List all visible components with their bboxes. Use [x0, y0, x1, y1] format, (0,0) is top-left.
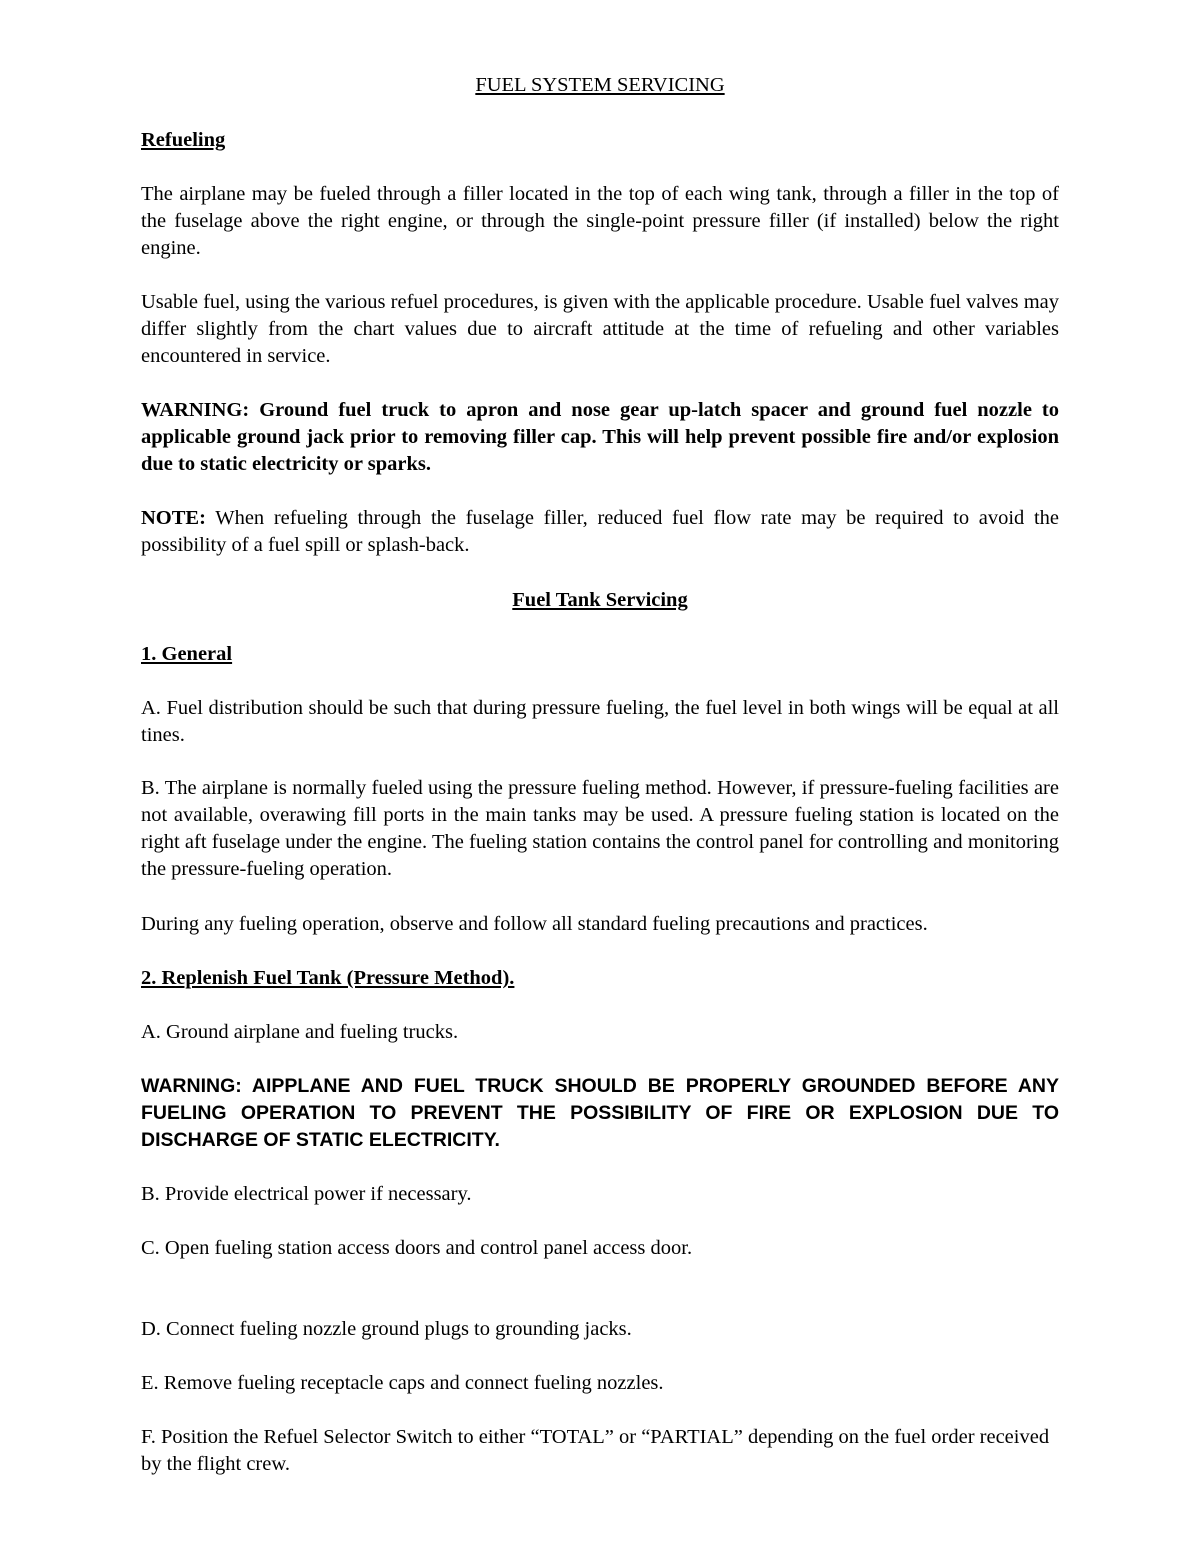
refueling-warning: WARNING: Ground fuel truck to apron and nose gear up-latch spacer and ground fuel nozzle to applicable ground jack prior to removing filler cap. This will help prevent possible fire and/or explosion due to static electricity or sparks. [141, 399, 1059, 475]
grounding-warning: WARNING: AIPPLANE AND FUEL TRUCK SHOULD BE PROPERLY GROUNDED BEFORE ANY FUELING OPERATION TO PREVENT THE POSSIBILITY OF FIRE OR EXPLOSION DUE TO DISCHARGE OF STATIC ELECTRICITY. [141, 1075, 1059, 1151]
general-item-b: B. The airplane is normally fueled using the pressure fueling method. However, if pressure-fueling facilities are not available, overawing fill ports in the main tanks may be used. A pressure fueling station is located on the right aft fuselage under the engine. The fueling station contains the control panel for controlling and monitoring the pressure-fueling operation. [141, 777, 1059, 880]
step-d: D. Connect fueling nozzle ground plugs to grounding jacks. [141, 1318, 632, 1340]
refueling-paragraph-2: Usable fuel, using the various refuel procedures, is given with the applicable procedure. Usable fuel valves may differ slightly from the chart values due to aircraft attitude at the time of refueling and other variables encountered in service. [141, 291, 1059, 367]
refueling-heading: Refueling [141, 129, 226, 151]
step-b: B. Provide electrical power if necessary. [141, 1183, 472, 1205]
general-item-a: A. Fuel distribution should be such that during pressure fueling, the fuel level in both wings will be equal at all tines. [141, 697, 1059, 746]
general-precautions: During any fueling operation, observe and follow all standard fueling precautions and practices. [141, 913, 928, 935]
general-heading: 1. General [141, 643, 233, 665]
refueling-paragraph-1: The airplane may be fueled through a filler located in the top of each wing tank, through a filler in the top of the fuselage above the right engine, or through the single-point pressure filler (if installed) below the right engine. [141, 183, 1059, 259]
step-e: E. Remove fueling receptacle caps and connect fueling nozzles. [141, 1372, 664, 1394]
fuel-tank-servicing-heading: Fuel Tank Servicing [512, 589, 688, 611]
step-f: F. Position the Refuel Selector Switch to either “TOTAL” or “PARTIAL” depending on the fuel order received by the flight crew. [141, 1426, 1050, 1475]
note-text: When refueling through the fuselage filler, reduced fuel flow rate may be required to avoid the possibility of a fuel spill or splash-back. [141, 507, 1059, 556]
page-title: FUEL SYSTEM SERVICING [475, 74, 725, 96]
step-c: C. Open fueling station access doors and control panel access door. [141, 1237, 693, 1259]
note-label: NOTE: [141, 507, 206, 529]
replenish-heading: 2. Replenish Fuel Tank (Pressure Method). [141, 967, 515, 989]
step-a: A. Ground airplane and fueling trucks. [141, 1021, 459, 1043]
refueling-note [141, 505, 1059, 559]
